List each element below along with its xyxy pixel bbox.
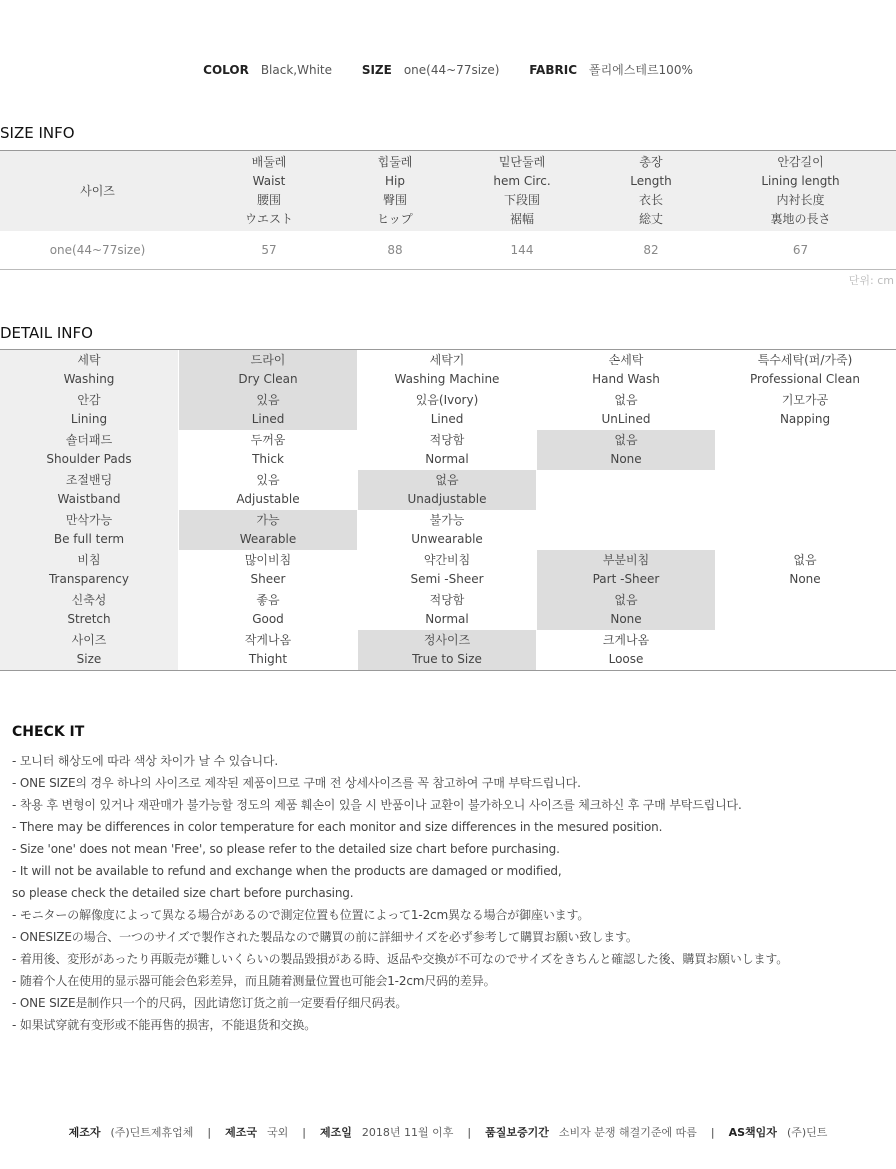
detail-option-selected [179, 390, 357, 430]
size-row-size: one(44~77size) [49, 243, 146, 257]
detail-option [716, 590, 894, 630]
detail-option [537, 390, 715, 430]
detail-option [358, 550, 536, 590]
detail-option-line: 좋음 [256, 593, 280, 607]
detail-option [716, 430, 894, 470]
size-corner-cell [0, 151, 195, 231]
detail-label-line: Shoulder Pads [46, 452, 132, 466]
detail-option-line: 크게나옴 [602, 633, 650, 647]
detail-option-line: 드라이 [250, 353, 286, 367]
detail-option-line: 가능 [256, 513, 280, 527]
col-label: 腰围 [256, 193, 281, 207]
footer-value: (주)딘트 [786, 1126, 828, 1139]
detail-label-line: 숄더패드 [65, 433, 113, 447]
detail-label-line: Be full term [53, 532, 125, 546]
check-it-item: - 着用後、変形があったり再販売が難しいくらいの製品毀損がある時、返品や交換が不可なのでサイズをきちんと確認した後、購買お願いします。 [12, 952, 789, 966]
detail-option [358, 390, 536, 430]
detail-option-line: Hand Wash [592, 372, 660, 386]
size-col-waist [195, 151, 343, 231]
size-corner-label: 사이즈 [80, 183, 115, 198]
detail-option-line: 있음 [256, 473, 280, 487]
detail-option-line: Normal [425, 612, 469, 626]
detail-option-line: Professional Clean [750, 372, 860, 386]
check-it-item: - Size 'one' does not mean 'Free', so please refer to the detailed size chart before purchasing. [12, 842, 560, 856]
size-info-table [0, 150, 896, 270]
col-label: 衣长 [638, 193, 663, 207]
footer-label: AS책임자 [728, 1126, 777, 1139]
check-it-title: CHECK IT [12, 724, 85, 740]
size-unit: 단위: cm [848, 274, 894, 287]
detail-option-line: 손세탁 [608, 353, 644, 367]
detail-info-table [0, 349, 896, 671]
detail-option-line: Unwearable [411, 532, 483, 546]
detail-option [179, 630, 357, 670]
detail-row [0, 430, 896, 470]
detail-option-line: 정사이즈 [423, 633, 471, 647]
detail-option-line: 있음(Ivory) [415, 393, 479, 407]
size-col-lining-length [705, 151, 896, 231]
check-it-item: - It will not be available to refund and exchange when the products are damaged or modified, [12, 864, 562, 878]
detail-option [358, 430, 536, 470]
footer-label: 제조일 [320, 1126, 352, 1139]
detail-option-selected [179, 350, 357, 390]
detail-option-selected [537, 550, 715, 590]
col-label: 밑단둘레 [498, 155, 546, 169]
detail-option-line: 없음 [614, 393, 638, 407]
detail-option-selected [358, 630, 536, 670]
col-label: ウエスト [244, 212, 293, 226]
detail-option-line: None [610, 612, 642, 626]
check-it-item: - There may be differences in color temperature for each monitor and size differences in the mesured position. [12, 820, 663, 834]
detail-option [716, 470, 894, 510]
col-label: 안감길이 [777, 155, 824, 169]
footer-label: 제조자 [68, 1126, 101, 1139]
col-label: 総丈 [638, 212, 663, 226]
footer-separator: | [467, 1126, 472, 1139]
detail-option-line: 없음 [614, 433, 638, 447]
size-table-header [0, 151, 896, 231]
detail-row-label [0, 390, 178, 430]
col-label: 힙둘레 [377, 155, 413, 169]
footer-separator: | [207, 1126, 212, 1139]
col-label: hem Circ. [493, 174, 551, 188]
footer-value: (주)딘트제휴업체 [110, 1126, 194, 1139]
col-label: Lining length [761, 174, 840, 188]
detail-label-line: 사이즈 [71, 633, 107, 647]
col-label: 臀围 [382, 193, 407, 207]
detail-option-line: 없음 [793, 553, 817, 567]
col-label: 배둘레 [251, 155, 287, 169]
detail-row-label [0, 590, 178, 630]
detail-row-label [0, 350, 178, 390]
detail-option-line: Semi -Sheer [410, 572, 484, 586]
detail-option-selected [537, 430, 715, 470]
check-it-item: so please check the detailed size chart before purchasing. [12, 886, 354, 900]
detail-label-line: Washing [63, 372, 115, 386]
footer-label: 제조국 [225, 1126, 258, 1139]
size-info-title: SIZE INFO [0, 124, 75, 142]
detail-option-line: 두꺼움 [250, 433, 286, 447]
footer-separator: | [710, 1126, 715, 1139]
check-it-item: - 如果试穿就有变形或不能再售的损害，不能退货和交换。 [12, 1018, 317, 1032]
detail-option [716, 350, 894, 390]
detail-option-line: 불가능 [429, 513, 465, 527]
detail-label-line: Waistband [57, 492, 121, 506]
check-it-item: - ONESIZEの場合、一つのサイズで製作された製品なので購買の前に詳細サイズを必ず参考して購買お願い致します。 [12, 930, 638, 944]
detail-option [179, 430, 357, 470]
spec-color-label: COLOR [203, 63, 249, 77]
detail-option-selected [537, 590, 715, 630]
spec-size-label: SIZE [361, 63, 392, 77]
detail-option-line: 적당함 [429, 433, 465, 447]
footer-value: 2018년 11월 이후 [361, 1126, 454, 1139]
detail-option-line: Sheer [250, 572, 286, 586]
spec-fabric-label: FABRIC [529, 63, 577, 77]
col-label: Length [630, 174, 672, 188]
size-row-hip: 88 [387, 243, 403, 257]
detail-option [537, 510, 715, 550]
detail-option [537, 350, 715, 390]
detail-option [358, 350, 536, 390]
detail-label-line: 만삭가능 [65, 513, 113, 527]
footer-value: 국외 [267, 1126, 289, 1139]
check-it-item: - ONE SIZE是制作只一个的尺码，因此请您订货之前一定要看仔细尺码表。 [12, 996, 408, 1010]
footer-value: 소비자 분쟁 해결기준에 따름 [558, 1126, 697, 1139]
detail-option-line: 적당함 [429, 593, 465, 607]
detail-option-line: 약간비침 [423, 553, 471, 567]
size-row-waist: 57 [261, 243, 277, 257]
detail-row [0, 630, 896, 670]
check-it-list [12, 750, 892, 1036]
detail-option-line: None [789, 572, 821, 586]
detail-row [0, 390, 896, 430]
size-row-lining-length: 67 [792, 243, 809, 257]
col-label: 内衬长度 [776, 193, 825, 207]
detail-option [179, 550, 357, 590]
detail-label-line: 안감 [77, 393, 101, 407]
detail-option-line: True to Size [412, 652, 482, 666]
detail-option-line: Thick [252, 452, 284, 466]
detail-option-line: Good [252, 612, 284, 626]
spec-fabric-value: 폴리에스테르100% [589, 63, 693, 77]
detail-row-label [0, 630, 178, 670]
detail-option-line: 세탁기 [429, 353, 465, 367]
detail-option-line: Adjustable [236, 492, 300, 506]
col-label: 총장 [639, 155, 663, 169]
detail-option-line: 특수세탁(퍼/가죽) [757, 353, 853, 367]
detail-option-line: None [610, 452, 642, 466]
detail-label-line: 비침 [77, 553, 101, 567]
detail-option [358, 510, 536, 550]
detail-row [0, 550, 896, 590]
detail-label-line: 조절밴딩 [65, 473, 113, 487]
detail-label-line: Lining [70, 412, 108, 426]
detail-label-line: Stretch [67, 612, 111, 626]
detail-label-line: 신축성 [71, 593, 107, 607]
detail-option-line: 작게나옴 [244, 633, 292, 647]
size-table-row [0, 231, 896, 269]
detail-option [716, 390, 894, 430]
detail-option-line: Normal [425, 452, 469, 466]
detail-option [179, 470, 357, 510]
col-label: Hip [385, 174, 405, 188]
size-row-hem: 144 [510, 243, 534, 257]
detail-option [537, 630, 715, 670]
check-it-item: - 착용 후 변형이 있거나 재판매가 불가능할 정도의 제품 훼손이 있을 시 반품이나 교환이 불가하오니 사이즈를 체크하신 후 구매 부탁드립니다. [12, 798, 742, 812]
spec-size-value: one(44~77size) [403, 63, 500, 77]
detail-row [0, 350, 896, 390]
detail-option-line: 없음 [435, 473, 459, 487]
col-label: Waist [252, 174, 286, 188]
detail-row-label [0, 470, 178, 510]
spec-bar [0, 61, 896, 78]
detail-option-line: 없음 [614, 593, 638, 607]
detail-option [716, 630, 894, 670]
detail-option-selected [179, 510, 357, 550]
detail-option-line: Part -Sheer [592, 572, 660, 586]
size-col-hem [447, 151, 597, 231]
detail-option-line: Dry Clean [238, 372, 298, 386]
footer-label: 품질보증기간 [485, 1126, 549, 1139]
check-it-item: - ONE SIZE의 경우 하나의 사이즈로 제작된 제품이므로 구매 전 상세사이즈를 꼭 참고하여 구매 부탁드립니다. [12, 776, 581, 790]
spec-color-value: Black,White [260, 63, 332, 77]
detail-option-line: Loose [608, 652, 644, 666]
detail-option-line: UnLined [601, 412, 651, 426]
footer-info [0, 1124, 896, 1140]
detail-option [537, 470, 715, 510]
detail-option [179, 590, 357, 630]
detail-row-label [0, 430, 178, 470]
detail-row-label [0, 510, 178, 550]
footer-separator: | [302, 1126, 307, 1139]
detail-option-line: 기모가공 [781, 393, 829, 407]
detail-option [358, 590, 536, 630]
check-it-item: - 모니터 해상도에 따라 색상 차이가 날 수 있습니다. [12, 754, 279, 768]
size-col-length [597, 151, 705, 231]
check-it-item: - 随着个人在使用的显示器可能会色彩差异，而且随着测量位置也可能会1-2cm尺码的差异。 [12, 974, 496, 988]
detail-option-line: Unadjustable [407, 492, 487, 506]
detail-label-line: Transparency [48, 572, 130, 586]
detail-option-line: Lined [251, 412, 285, 426]
detail-option-line: 많이비침 [244, 553, 292, 567]
check-it-item: - モニターの解像度によって異なる場合があるので測定位置も位置によって1-2cm異なる場合が御座います。 [12, 908, 590, 922]
detail-option-line: 부분비침 [602, 553, 650, 567]
detail-row [0, 590, 896, 630]
col-label: 下段围 [503, 193, 540, 207]
detail-row [0, 470, 896, 510]
detail-option-line: Washing Machine [394, 372, 500, 386]
detail-option [716, 510, 894, 550]
detail-info-title: DETAIL INFO [0, 324, 93, 342]
detail-option-line: Thight [248, 652, 288, 666]
detail-row-label [0, 550, 178, 590]
col-label: 裾幅 [509, 212, 534, 226]
detail-option-line: Lined [430, 412, 464, 426]
detail-label-line: 세탁 [77, 353, 101, 367]
col-label: ヒップ [377, 212, 413, 226]
detail-label-line: Size [76, 652, 102, 666]
detail-option [716, 550, 894, 590]
detail-option-selected [358, 470, 536, 510]
detail-option-line: 있음 [256, 393, 280, 407]
detail-option-line: Napping [779, 412, 831, 426]
size-col-hip [343, 151, 447, 231]
size-row-length: 82 [643, 243, 659, 257]
detail-option-line: Wearable [239, 532, 297, 546]
detail-row [0, 510, 896, 550]
col-label: 裏地の長さ [770, 212, 831, 226]
